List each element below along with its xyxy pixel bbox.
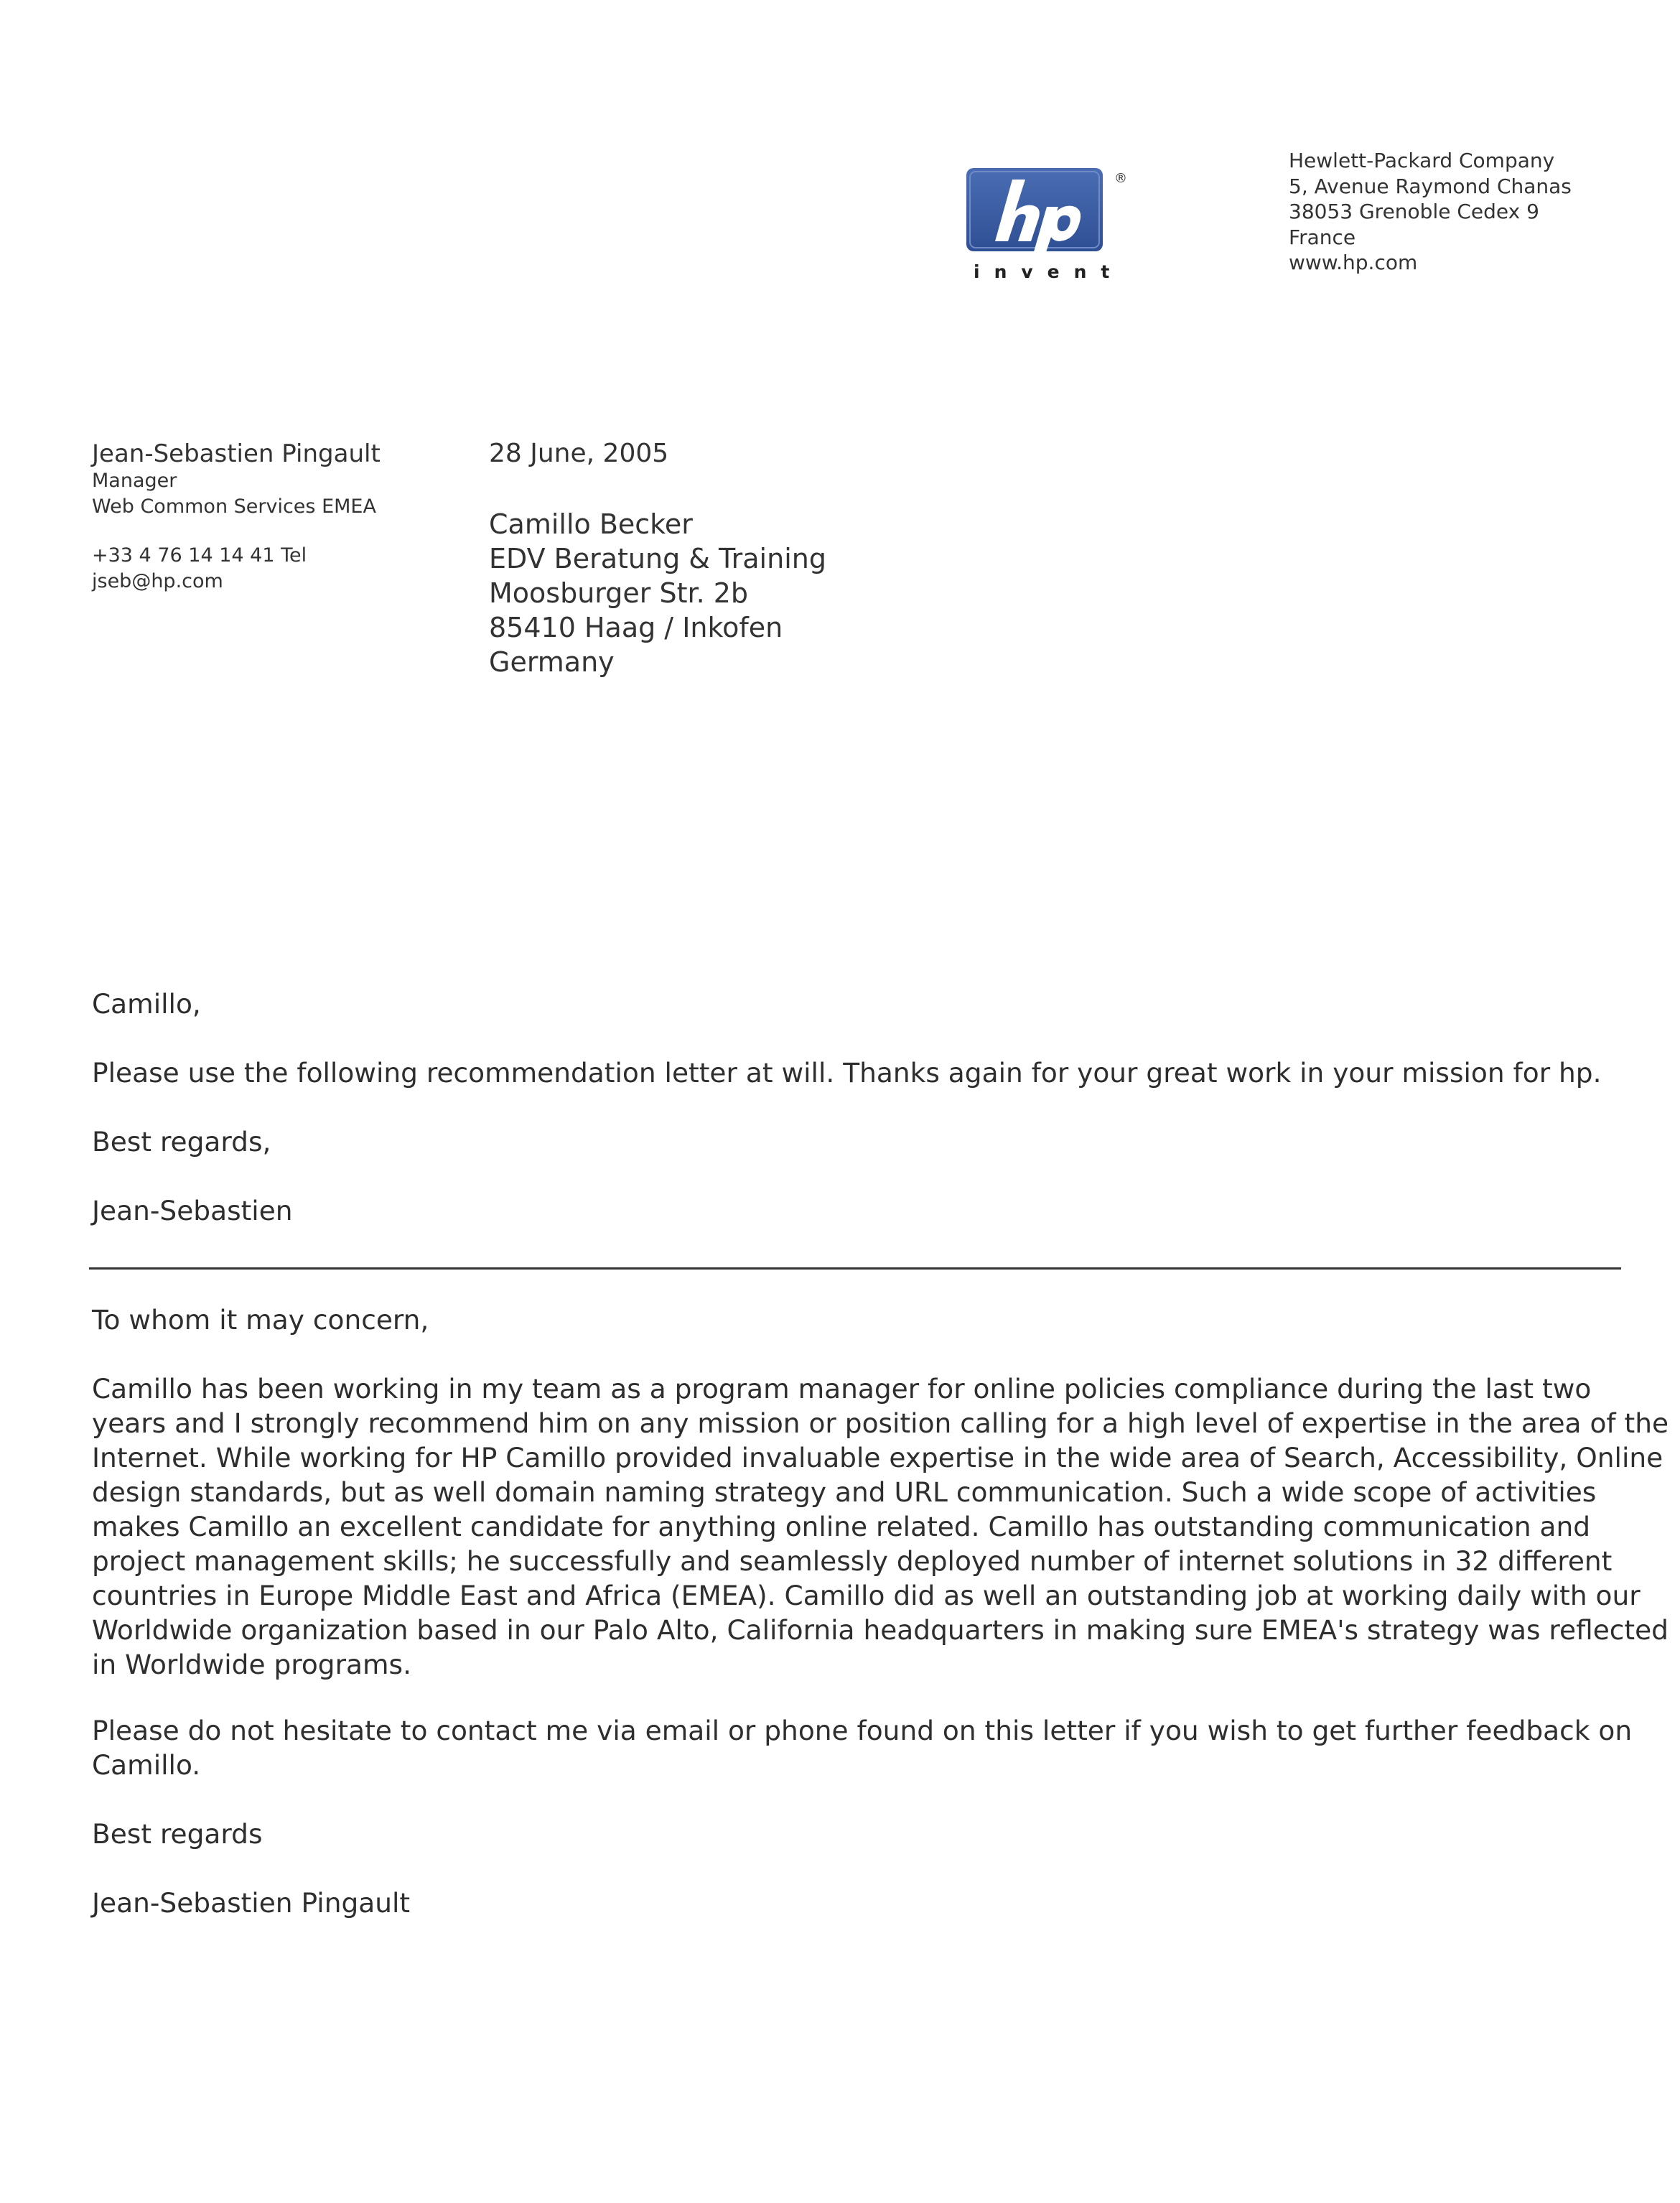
recipient-city: 85410 Haag / Inkofen <box>489 612 783 643</box>
company-city: 38053 Grenoble Cedex 9 <box>1289 200 1539 223</box>
body-line: countries in Europe Middle East and Africa (EMEA). Camillo did as well an outstanding job at working daily with our <box>92 1580 1641 1611</box>
body-line: makes Camillo an excellent candidate for anything online related. Camillo has outstanding communication and <box>92 1511 1591 1542</box>
cover-salutation: Camillo, <box>92 988 201 1020</box>
body-line: Camillo has been working in my team as a program manager for online policies compliance during the last two <box>92 1373 1592 1405</box>
company-name: Hewlett-Packard Company <box>1289 149 1555 172</box>
sender-phone: +33 4 76 14 14 41 Tel <box>92 544 307 567</box>
company-country: France <box>1289 225 1356 249</box>
recommendation-body <box>92 1371 1669 1682</box>
sender-department: Web Common Services EMEA <box>92 495 376 518</box>
invent-tagline: invent <box>974 261 1124 282</box>
recommendation-salutation: To whom it may concern, <box>92 1304 429 1336</box>
letter-date: 28 June, 2005 <box>489 439 669 468</box>
recommendation-closing: Best regards <box>92 1818 263 1850</box>
body-line: in Worldwide programs. <box>92 1649 411 1680</box>
sender-title: Manager <box>92 470 177 492</box>
recipient-street: Moosburger Str. 2b <box>489 577 749 609</box>
company-address <box>1289 148 1662 276</box>
company-website: www.hp.com <box>1289 251 1418 274</box>
registered-mark: ® <box>1114 171 1127 186</box>
body-line: Internet. While working for HP Camillo provided invaluable expertise in the wide area of Search, Accessibility, Online <box>92 1442 1663 1473</box>
body-line: project management skills; he successfully and seamlessly deployed number of internet solutions in 32 different <box>92 1545 1613 1577</box>
recommendation-signature: Jean-Sebastien Pingault <box>92 1887 411 1919</box>
recipient-country: Germany <box>489 646 615 678</box>
body-line: Worldwide organization based in our Palo Alto, California headquarters in making sure EMEA's strategy was reflected <box>92 1614 1669 1646</box>
recipient-address <box>489 507 826 679</box>
cover-closing: Best regards, <box>92 1126 271 1158</box>
recipient-company: EDV Beratung & Training <box>489 543 826 574</box>
recommendation-contact <box>92 1713 1643 1782</box>
company-street: 5, Avenue Raymond Chanas <box>1289 174 1572 198</box>
body-line: years and I strongly recommend him on any mission or position calling for a high level of expertise in the area of the <box>92 1407 1669 1439</box>
cover-signature: Jean-Sebastien <box>92 1195 293 1226</box>
body-line: design standards, but as well domain naming strategy and URL communication. Such a wide scope of activities <box>92 1476 1597 1508</box>
sender-email: jseb@hp.com <box>92 570 223 592</box>
contact-line: Please do not hesitate to contact me via email or phone found on this letter if you wish to get further feedback on <box>92 1715 1633 1746</box>
cover-message: Please use the following recommendation letter at will. Thanks again for your great work in your mission for hp. <box>92 1057 1602 1089</box>
sender-block <box>92 439 465 595</box>
hp-logo-mark <box>962 167 1127 260</box>
recipient-name: Camillo Becker <box>489 508 693 540</box>
sender-name: Jean-Sebastien Pingault <box>92 439 381 468</box>
hp-logo <box>962 167 1127 296</box>
section-divider <box>89 1267 1621 1270</box>
contact-line: Camillo. <box>92 1749 201 1781</box>
